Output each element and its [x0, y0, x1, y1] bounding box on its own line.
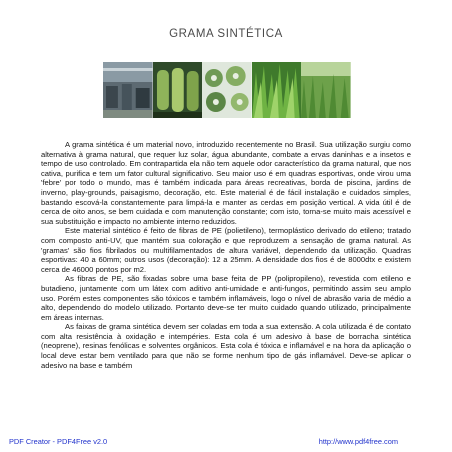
body-text	[41, 140, 411, 432]
paragraph: As fibras de PE, são fixadas sobre uma base feita de PP (polipropileno), revestida com etileno e butadieno, juntamente com um látex com aditivo anti-umidade e anti-fungos, permitindo assim seu amplo uso. Porém estes componentes são tóxicos e também inflamáveis, logo o nível de abrasão varia de médio a alto, dependendo do modelo utilizado. Portanto deve-se ter muito cuidado quando utilizado, principalmente em áreas internas.	[41, 274, 411, 322]
turf-closeup-photo	[252, 62, 302, 118]
footer-pdf-creator: PDF Creator - PDF4Free v2.0	[9, 437, 108, 446]
factory-photo	[103, 62, 153, 118]
paragraph: Este material sintético é feito de fibras de PE (polietileno), termoplástico derivado do etileno; tratado com composto anti-UV, que mantém sua coloração e que reproduzem a sensação de grama natural. As 'gramas' são fios fibrilados ou multifilamentados de altura variável, dependendo da utilização. Quadras esportivas: 40 a 60mm; outros usos (decoração): 12 a 25mm. A densidade dos fios é de 8000dtx e existem cerca de 46000 pontos por m2.	[41, 226, 411, 274]
footer-url: http://www.pdf4free.com	[318, 437, 398, 446]
paragraph: A grama sintética é um material novo, introduzido recentemente no Brasil. Sua utilização surgiu como alternativa à grama natural, que requer luz solar, água abundante, combate a ervas daninhas e a insetos e tempo de uso controlado. Em contrapartida ela não tem aquele odor característico da grama natural, que nos cativa, purifica e tem um fator cultural significativo. Seu maior uso é em quadras esportivas, onde virou uma 'febre' por todo o mundo, mas é também indicada para áreas recreativas, borda de piscina, jardins de inverno, play-grounds, paisagismo, decoração, etc. Este material é de fácil instalação e cuidados simples, bastando escová-la constantemente para limpá-la e manter as cerdas em posição vertical. A vida útil é de cerca de oito anos, se bem cuidada e com manutenção constante; com isto, torna-se muito mais acessível e sua substituição e impacto no ambiente interno reduzidos.	[41, 140, 411, 226]
page-title: GRAMA SINTÉTICA	[169, 28, 283, 40]
photo-strip	[103, 62, 351, 118]
paragraph: As faixas de grama sintética devem ser coladas em toda a sua extensão. A cola utilizada é de contato com alta resistência à oxidação e intempéries. Esta cola é um adesivo à base de borracha sintética (neoprene), resinas fenólicas e solventes orgânicos. Esta cola é tóxica e inflamável e na hora da aplicação o local deve estar bem ventilado para que não se forme nenhum tipo de gás inflamável. Deve-se aplicar o adesivo na base e também	[41, 322, 411, 370]
fiber-spools-photo	[153, 62, 203, 118]
yarn-bobbins-photo	[202, 62, 252, 118]
grass-field-photo	[301, 62, 351, 118]
